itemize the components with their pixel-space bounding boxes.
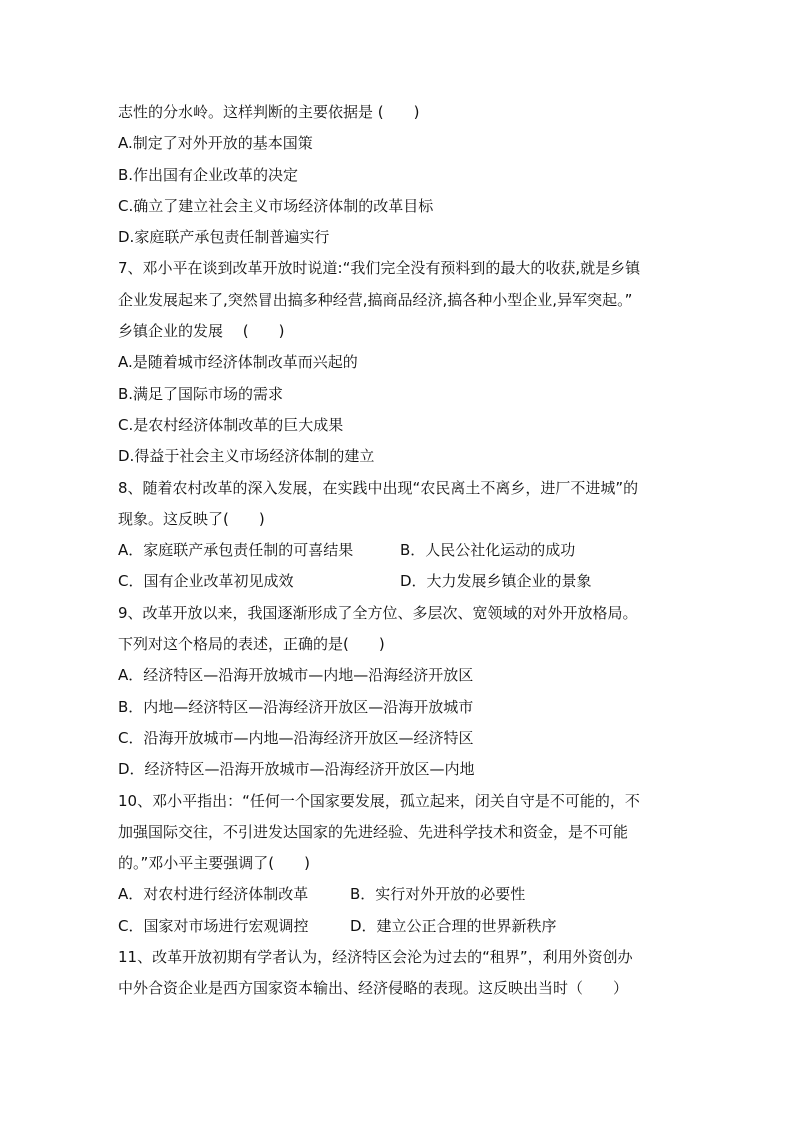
option-d: D.家庭联产承包责任制普遍实行: [118, 228, 330, 247]
option-a: A．家庭联产承包责任制的可喜结果: [118, 541, 354, 560]
option-a: A．经济特区—沿海开放城市—内地—沿海经济开放区: [118, 666, 474, 685]
option-d: D.得益于社会主义市场经济体制的建立: [118, 447, 375, 466]
option-a: A.是随着城市经济体制改革而兴起的: [118, 353, 358, 372]
option-b: B.作出国有企业改革的决定: [118, 165, 299, 184]
option-b: B．实行对外开放的必要性: [350, 885, 526, 904]
option-b: B．人民公社化运动的成功: [400, 541, 576, 560]
option-c: C.确立了建立社会主义市场经济体制的改革目标: [118, 196, 434, 215]
option-d: D．大力发展乡镇企业的景象: [400, 572, 592, 591]
option-c: C．国有企业改革初见成效: [118, 572, 294, 591]
question-10-line: 的。”邓小平主要强调了( ): [118, 854, 310, 873]
question-11-line: 中外合资企业是西方国家资本输出、经济侵略的表现。这反映出当时（ ）: [118, 979, 629, 998]
option-a: A．对农村进行经济体制改革: [118, 885, 309, 904]
text-line: 志性的分水岭。这样判断的主要依据是 ( ): [118, 103, 420, 121]
question-10-options-row: [118, 911, 678, 942]
question-8-options-row: [118, 566, 678, 597]
option-c: C．国家对市场进行宏观调控: [118, 916, 309, 935]
question-10-line: 10、邓小平指出：“任何一个国家要发展，孤立起来，闭关自守是不可能的，不: [118, 791, 640, 810]
question-9-line: 9、改革开放以来，我国逐渐形成了全方位、多层次、宽领域的对外开放格局。: [118, 603, 638, 622]
option-c: C．沿海开放城市—内地—沿海经济开放区—经济特区: [118, 728, 474, 747]
question-7-line: 乡镇企业的发展 ( ): [118, 322, 285, 341]
question-10-options-row: [118, 879, 678, 910]
question-10-line: 加强国际交往，不引进发达国家的先进经验、先进科学技术和资金，是不可能: [118, 822, 629, 841]
question-9-line: 下列对这个格局的表述，正确的是( ): [118, 635, 385, 654]
question-7-line: 7、邓小平在谈到改革开放时说道:“我们完全没有预料到的最大的收获,就是乡镇: [118, 259, 641, 278]
option-a: A.制定了对外开放的基本国策: [118, 134, 313, 153]
option-b: B.满足了国际市场的需求: [118, 384, 284, 403]
question-8-line: 8、随着农村改革的深入发展，在实践中出现“农民离土不离乡，进厂不进城”的: [118, 478, 639, 497]
exam-content: [118, 97, 678, 1005]
question-8-line: 现象。这反映了( ): [118, 509, 265, 528]
question-11-line: 11、改革开放初期有学者认为，经济特区会沦为过去的“租界”，利用外资创办: [118, 948, 633, 967]
option-d: D．建立公正合理的世界新秩序: [350, 916, 557, 935]
option-c: C.是农村经济体制改革的巨大成果: [118, 415, 344, 434]
question-7-line: 企业发展起来了,突然冒出搞多种经营,搞商品经济,搞各种小型企业,异军突起。”: [118, 290, 633, 309]
option-b: B．内地—经济特区—沿海经济开放区—沿海开放城市: [118, 697, 474, 716]
option-d: D．经济特区—沿海开放城市—沿海经济开放区—内地: [118, 760, 475, 779]
question-8-options-row: [118, 535, 678, 566]
